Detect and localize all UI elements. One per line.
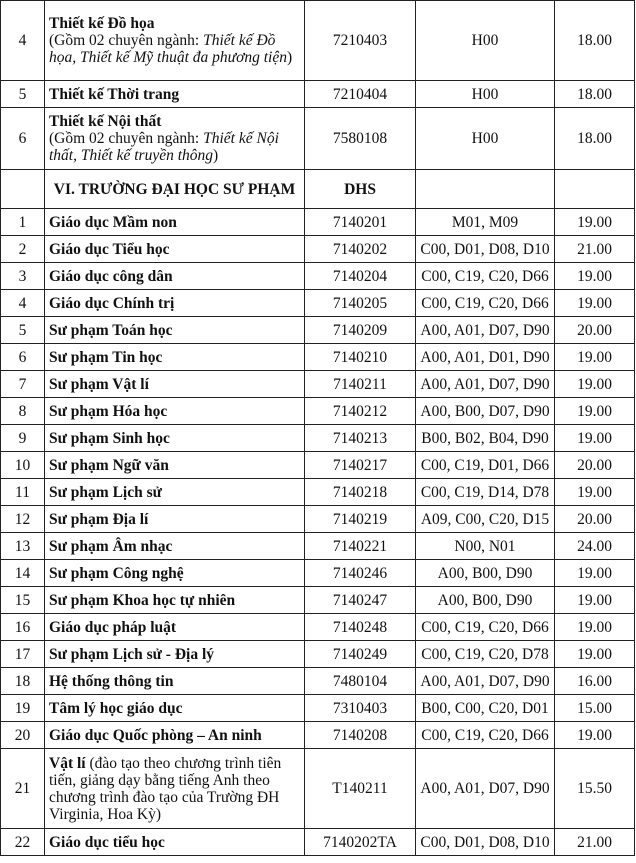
program-name-text: Giáo dục Chính trị bbox=[49, 294, 175, 312]
program-code bbox=[305, 371, 416, 398]
program-code-text: 7140247 bbox=[332, 591, 388, 609]
row-number bbox=[1, 506, 45, 533]
row-number bbox=[1, 560, 45, 587]
program-code-text: 7140212 bbox=[332, 402, 388, 420]
subject-combinations bbox=[416, 108, 555, 170]
admission-score-text: 20.00 bbox=[577, 456, 612, 474]
row-number-text: 17 bbox=[14, 645, 31, 663]
table-row bbox=[1, 506, 635, 533]
row-number bbox=[1, 425, 45, 452]
program-name-text: Vật lí bbox=[49, 754, 86, 772]
subject-combinations bbox=[416, 695, 555, 722]
program-note-end: ) bbox=[213, 147, 219, 164]
admission-score-text: 18.00 bbox=[577, 130, 612, 147]
row-number bbox=[1, 317, 45, 344]
program-code bbox=[305, 398, 416, 425]
subject-combinations bbox=[416, 452, 555, 479]
admission-score bbox=[555, 108, 635, 170]
subject-combinations-text: C00, C19, C20, D66 bbox=[421, 726, 549, 744]
subject-combinations-text: C00, D01, D08, D10 bbox=[420, 833, 550, 851]
program-name-text: Sư phạm Lịch sử - Địa lý bbox=[49, 645, 215, 663]
row-number bbox=[1, 587, 45, 614]
admission-score-text: 20.00 bbox=[577, 321, 612, 339]
program-code bbox=[305, 1, 416, 81]
admission-score-text: 19.00 bbox=[577, 402, 612, 420]
program-code bbox=[305, 533, 416, 560]
program-name-text: Sư phạm Tin học bbox=[49, 348, 163, 366]
program-code-text: 7140213 bbox=[332, 429, 388, 447]
program-code-text: 7140217 bbox=[332, 456, 388, 474]
row-number bbox=[1, 236, 45, 263]
admission-score bbox=[555, 371, 635, 398]
table-row bbox=[1, 398, 635, 425]
program-code bbox=[305, 506, 416, 533]
row-number-text: 18 bbox=[14, 672, 31, 690]
admission-score-text: 19.00 bbox=[577, 348, 612, 366]
table-row bbox=[1, 1, 635, 81]
program-name-text: Giáo dục pháp luật bbox=[49, 618, 177, 636]
subject-combinations bbox=[416, 506, 555, 533]
subject-combinations-text: A00, A01, D07, D90 bbox=[420, 321, 550, 339]
program-name bbox=[45, 425, 305, 452]
subject-combinations-text: N00, N01 bbox=[454, 537, 516, 555]
row-number bbox=[1, 829, 45, 856]
program-code bbox=[305, 108, 416, 170]
row-number bbox=[1, 695, 45, 722]
subject-combinations bbox=[416, 587, 555, 614]
row-number-text: 15 bbox=[14, 591, 31, 609]
program-name-text: Giáo dục Quốc phòng – An ninh bbox=[49, 726, 262, 744]
table-row bbox=[1, 81, 635, 108]
subject-combinations-text: A09, C00, C20, D15 bbox=[420, 510, 550, 528]
program-name bbox=[45, 263, 305, 290]
program-code bbox=[305, 290, 416, 317]
program-name bbox=[45, 479, 305, 506]
subject-combinations-text: A00, A01, D07, D90 bbox=[420, 672, 550, 690]
subject-combinations bbox=[416, 829, 555, 856]
subject-combinations-text: A00, B00, D90 bbox=[437, 564, 533, 582]
row-number-text: 12 bbox=[14, 510, 31, 528]
program-code bbox=[305, 263, 416, 290]
program-code-text: 7140209 bbox=[332, 321, 388, 339]
subject-combinations-text: C00, C19, D01, D66 bbox=[420, 456, 550, 474]
program-name bbox=[45, 371, 305, 398]
program-name bbox=[45, 829, 305, 856]
row-number bbox=[1, 533, 45, 560]
program-code-text: 7580108 bbox=[332, 130, 388, 147]
row-number bbox=[1, 371, 45, 398]
program-name bbox=[45, 668, 305, 695]
program-code bbox=[305, 236, 416, 263]
admission-score bbox=[555, 452, 635, 479]
program-name bbox=[45, 722, 305, 749]
admission-score-text: 15.50 bbox=[577, 780, 612, 797]
row-number-text: 11 bbox=[15, 483, 30, 501]
admission-score bbox=[555, 1, 635, 81]
admission-score bbox=[555, 587, 635, 614]
admission-score bbox=[555, 614, 635, 641]
program-note-specializations: Thiết kế Nội thất, Thiết kế truyền thông bbox=[49, 130, 279, 164]
program-name-text: Sư phạm Lịch sử bbox=[49, 483, 162, 501]
admission-score-text: 19.00 bbox=[577, 645, 612, 663]
row-number bbox=[1, 641, 45, 668]
row-number-text: 9 bbox=[18, 429, 27, 447]
row-number bbox=[1, 263, 45, 290]
row-number bbox=[1, 668, 45, 695]
admission-score bbox=[555, 749, 635, 829]
admission-score bbox=[555, 641, 635, 668]
admission-score-text: 20.00 bbox=[577, 510, 612, 528]
table-row bbox=[1, 344, 635, 371]
table-row bbox=[1, 749, 635, 829]
section-blank bbox=[555, 170, 635, 209]
program-code bbox=[305, 425, 416, 452]
program-code bbox=[305, 695, 416, 722]
row-number-text: 14 bbox=[14, 564, 31, 582]
table-row bbox=[1, 668, 635, 695]
table-row bbox=[1, 587, 635, 614]
admission-score bbox=[555, 263, 635, 290]
subject-combinations-text: C00, C19, C20, D66 bbox=[421, 618, 549, 636]
table-row bbox=[1, 829, 635, 856]
row-number bbox=[1, 614, 45, 641]
section-code bbox=[305, 170, 416, 209]
subject-combinations bbox=[416, 614, 555, 641]
program-name-text: Sư phạm Sinh học bbox=[49, 429, 170, 447]
table-row bbox=[1, 452, 635, 479]
program-name bbox=[45, 81, 305, 108]
row-number bbox=[1, 479, 45, 506]
section-blank bbox=[1, 170, 45, 209]
section-header-row bbox=[1, 170, 635, 209]
admission-score bbox=[555, 398, 635, 425]
subject-combinations bbox=[416, 479, 555, 506]
table-row bbox=[1, 614, 635, 641]
row-number-text: 22 bbox=[14, 833, 31, 851]
row-number bbox=[1, 81, 45, 108]
subject-combinations bbox=[416, 560, 555, 587]
row-number-text: 1 bbox=[18, 213, 27, 231]
row-number bbox=[1, 108, 45, 170]
admission-score bbox=[555, 290, 635, 317]
program-note: (Gồm 02 chuyên ngành: bbox=[49, 130, 204, 147]
program-name-text: Tâm lý học giáo dục bbox=[49, 699, 183, 717]
subject-combinations-text: C00, C19, D14, D78 bbox=[420, 483, 550, 501]
row-number-text: 4 bbox=[18, 294, 27, 312]
table-row bbox=[1, 425, 635, 452]
admission-score-text: 18.00 bbox=[577, 85, 612, 103]
program-code bbox=[305, 317, 416, 344]
program-name-text: Sư phạm Hóa học bbox=[49, 402, 168, 420]
row-number-text: 13 bbox=[14, 537, 31, 555]
admission-score-text: 21.00 bbox=[577, 833, 612, 851]
row-number-text: 5 bbox=[18, 85, 27, 103]
program-name-text: Sư phạm Vật lí bbox=[49, 375, 149, 393]
program-name bbox=[45, 533, 305, 560]
program-code-text: T140211 bbox=[332, 780, 388, 797]
row-number-text: 20 bbox=[14, 726, 31, 744]
program-code-text: 7140249 bbox=[332, 645, 388, 663]
row-number-text: 6 bbox=[18, 130, 27, 147]
subject-combinations bbox=[416, 1, 555, 81]
admission-score-text: 19.00 bbox=[577, 294, 612, 312]
program-note-specializations: Thiết kế Đồ họa, Thiết kế Mỹ thuật đa phương tiện bbox=[49, 32, 287, 66]
program-code bbox=[305, 209, 416, 236]
row-number-text: 19 bbox=[14, 699, 31, 717]
subject-combinations-text: C00, C19, C20, D78 bbox=[421, 645, 549, 663]
program-code bbox=[305, 722, 416, 749]
table-row bbox=[1, 209, 635, 236]
program-name bbox=[45, 108, 305, 170]
row-number bbox=[1, 452, 45, 479]
program-name-text: Thiết kế Đồ họa bbox=[49, 15, 155, 32]
program-name-text: Sư phạm Toán học bbox=[49, 321, 173, 339]
program-name-text: Sư phạm Ngữ văn bbox=[49, 456, 169, 474]
subject-combinations-text: C00, D01, D08, D10 bbox=[420, 240, 550, 258]
program-name bbox=[45, 209, 305, 236]
program-name bbox=[45, 398, 305, 425]
admission-score-text: 19.00 bbox=[577, 483, 612, 501]
program-name bbox=[45, 344, 305, 371]
admission-score bbox=[555, 425, 635, 452]
program-name bbox=[45, 1, 305, 81]
admission-score bbox=[555, 533, 635, 560]
program-code bbox=[305, 452, 416, 479]
admission-score bbox=[555, 829, 635, 856]
subject-combinations bbox=[416, 344, 555, 371]
admission-score-text: 19.00 bbox=[577, 267, 612, 285]
subject-combinations-text: A00, B00, D07, D90 bbox=[420, 402, 550, 420]
program-code-text: 7140248 bbox=[332, 618, 388, 636]
admission-score-text: 19.00 bbox=[577, 429, 612, 447]
table-row bbox=[1, 533, 635, 560]
program-name bbox=[45, 587, 305, 614]
row-number-text: 3 bbox=[18, 267, 27, 285]
row-number-text: 8 bbox=[18, 402, 27, 420]
program-name-text: Thiết kế Nội thất bbox=[49, 113, 162, 130]
program-code-text: 7140204 bbox=[332, 267, 388, 285]
subject-combinations bbox=[416, 209, 555, 236]
program-code bbox=[305, 560, 416, 587]
subject-combinations-text: B00, B02, B04, D90 bbox=[421, 429, 549, 447]
program-code-text: 7140219 bbox=[332, 510, 388, 528]
table-row bbox=[1, 317, 635, 344]
admission-score bbox=[555, 209, 635, 236]
row-number-text: 2 bbox=[18, 240, 27, 258]
row-number-text: 5 bbox=[18, 321, 27, 339]
program-code bbox=[305, 479, 416, 506]
section-code-text: DHS bbox=[344, 180, 376, 198]
admission-score-text: 19.00 bbox=[577, 618, 612, 636]
subject-combinations-text: H00 bbox=[471, 85, 499, 103]
admission-score bbox=[555, 344, 635, 371]
program-code-text: 7140218 bbox=[332, 483, 388, 501]
subject-combinations-text: H00 bbox=[471, 32, 499, 49]
program-name bbox=[45, 317, 305, 344]
admission-score-text: 21.00 bbox=[577, 240, 612, 258]
admission-score bbox=[555, 506, 635, 533]
table-row bbox=[1, 263, 635, 290]
row-number-text: 6 bbox=[18, 348, 27, 366]
section-blank bbox=[416, 170, 555, 209]
program-code-text: 7140202 bbox=[332, 240, 388, 258]
program-code-text: 7140205 bbox=[332, 294, 388, 312]
admission-score-text: 16.00 bbox=[577, 672, 612, 690]
program-name bbox=[45, 641, 305, 668]
subject-combinations-text: B00, C00, C20, D01 bbox=[421, 699, 549, 717]
row-number bbox=[1, 722, 45, 749]
program-name-text: Giáo dục công dân bbox=[49, 267, 173, 285]
admission-score bbox=[555, 479, 635, 506]
program-code bbox=[305, 344, 416, 371]
subject-combinations-text: A00, A01, D01, D90 bbox=[420, 348, 550, 366]
program-name bbox=[45, 290, 305, 317]
row-number-text: 4 bbox=[18, 32, 27, 49]
subject-combinations bbox=[416, 81, 555, 108]
program-name bbox=[45, 614, 305, 641]
subject-combinations bbox=[416, 668, 555, 695]
row-number bbox=[1, 290, 45, 317]
section-title-text: VI. TRƯỜNG ĐẠI HỌC SƯ PHẠM bbox=[53, 180, 296, 198]
admission-score-text: 19.00 bbox=[577, 213, 612, 231]
program-name-text: Giáo dục tiểu học bbox=[49, 833, 165, 851]
admission-score bbox=[555, 695, 635, 722]
program-code-text: 7140221 bbox=[332, 537, 388, 555]
program-code bbox=[305, 749, 416, 829]
subject-combinations-text: H00 bbox=[471, 130, 499, 147]
program-note: (Gồm 02 chuyên ngành: bbox=[49, 32, 204, 49]
program-code-text: 7140246 bbox=[332, 564, 388, 582]
row-number bbox=[1, 209, 45, 236]
subject-combinations bbox=[416, 236, 555, 263]
subject-combinations-text: A00, B00, D90 bbox=[437, 591, 533, 609]
program-name-text: Sư phạm Âm nhạc bbox=[49, 537, 173, 555]
row-number-text: 16 bbox=[14, 618, 31, 636]
subject-combinations-text: C00, C19, C20, D66 bbox=[421, 267, 549, 285]
row-number bbox=[1, 344, 45, 371]
subject-combinations bbox=[416, 371, 555, 398]
program-name-text: Giáo dục Tiểu học bbox=[49, 240, 170, 258]
table-row bbox=[1, 108, 635, 170]
subject-combinations-text: A00, A01, D07, D90 bbox=[420, 375, 550, 393]
admission-score bbox=[555, 668, 635, 695]
program-name-text: Hệ thống thông tin bbox=[49, 672, 174, 690]
admission-score bbox=[555, 81, 635, 108]
subject-combinations bbox=[416, 425, 555, 452]
program-name-text: Thiết kế Thời trang bbox=[49, 85, 180, 103]
subject-combinations-text: M01, M09 bbox=[451, 213, 519, 231]
subject-combinations bbox=[416, 398, 555, 425]
program-name bbox=[45, 560, 305, 587]
program-name-text: Giáo dục Mầm non bbox=[49, 213, 177, 231]
admission-score-text: 19.00 bbox=[577, 726, 612, 744]
table-row bbox=[1, 479, 635, 506]
row-number bbox=[1, 749, 45, 829]
program-code bbox=[305, 587, 416, 614]
program-code-text: 7140211 bbox=[333, 375, 387, 393]
row-number-text: 21 bbox=[14, 780, 31, 797]
program-code-text: 7140202TA bbox=[323, 833, 397, 851]
program-code-text: 7140201 bbox=[332, 213, 388, 231]
program-name bbox=[45, 749, 305, 829]
program-name bbox=[45, 695, 305, 722]
program-code-text: 7210403 bbox=[332, 32, 388, 49]
subject-combinations-text: C00, C19, C20, D66 bbox=[421, 294, 549, 312]
program-name bbox=[45, 452, 305, 479]
admission-score bbox=[555, 236, 635, 263]
program-code-text: 7140208 bbox=[332, 726, 388, 744]
row-number bbox=[1, 1, 45, 81]
program-name-text: Sư phạm Địa lí bbox=[49, 510, 149, 528]
program-name bbox=[45, 506, 305, 533]
program-name-text: Sư phạm Công nghệ bbox=[49, 564, 184, 582]
program-code bbox=[305, 81, 416, 108]
subject-combinations bbox=[416, 533, 555, 560]
program-code bbox=[305, 641, 416, 668]
admission-score-text: 19.00 bbox=[577, 375, 612, 393]
table-row bbox=[1, 290, 635, 317]
program-code-text: 7140210 bbox=[332, 348, 388, 366]
program-code-text: 7480104 bbox=[332, 672, 388, 690]
subject-combinations bbox=[416, 290, 555, 317]
program-code bbox=[305, 614, 416, 641]
subject-combinations-text: A00, A01, D07, D90 bbox=[420, 780, 550, 797]
program-note: (đào tạo theo chương trình tiên tiến, giảng dạy bằng tiếng Anh theo chương trình đào tạo của Trường ĐH Virginia, Hoa Kỳ) bbox=[49, 754, 282, 823]
admission-score-text: 15.00 bbox=[577, 699, 612, 717]
program-code-text: 7210404 bbox=[332, 85, 388, 103]
row-number-text: 10 bbox=[14, 456, 31, 474]
admission-score-text: 18.00 bbox=[577, 32, 612, 49]
table-row bbox=[1, 560, 635, 587]
row-number-text: 7 bbox=[18, 375, 27, 393]
program-name-text: Sư phạm Khoa học tự nhiên bbox=[49, 591, 236, 609]
admission-score-text: 19.00 bbox=[577, 591, 612, 609]
table-row bbox=[1, 641, 635, 668]
subject-combinations bbox=[416, 749, 555, 829]
program-code-text: 7310403 bbox=[332, 699, 388, 717]
subject-combinations bbox=[416, 263, 555, 290]
program-name bbox=[45, 236, 305, 263]
table-row bbox=[1, 695, 635, 722]
program-note-end: ) bbox=[287, 49, 293, 66]
section-title bbox=[45, 170, 305, 209]
admission-score-text: 19.00 bbox=[577, 564, 612, 582]
admission-score bbox=[555, 317, 635, 344]
subject-combinations bbox=[416, 722, 555, 749]
subject-combinations bbox=[416, 317, 555, 344]
table-row bbox=[1, 371, 635, 398]
admission-score bbox=[555, 560, 635, 587]
program-code bbox=[305, 829, 416, 856]
table-row bbox=[1, 236, 635, 263]
subject-combinations bbox=[416, 641, 555, 668]
admission-score bbox=[555, 722, 635, 749]
admission-score-text: 24.00 bbox=[577, 537, 612, 555]
row-number bbox=[1, 398, 45, 425]
table-row bbox=[1, 722, 635, 749]
program-code bbox=[305, 668, 416, 695]
